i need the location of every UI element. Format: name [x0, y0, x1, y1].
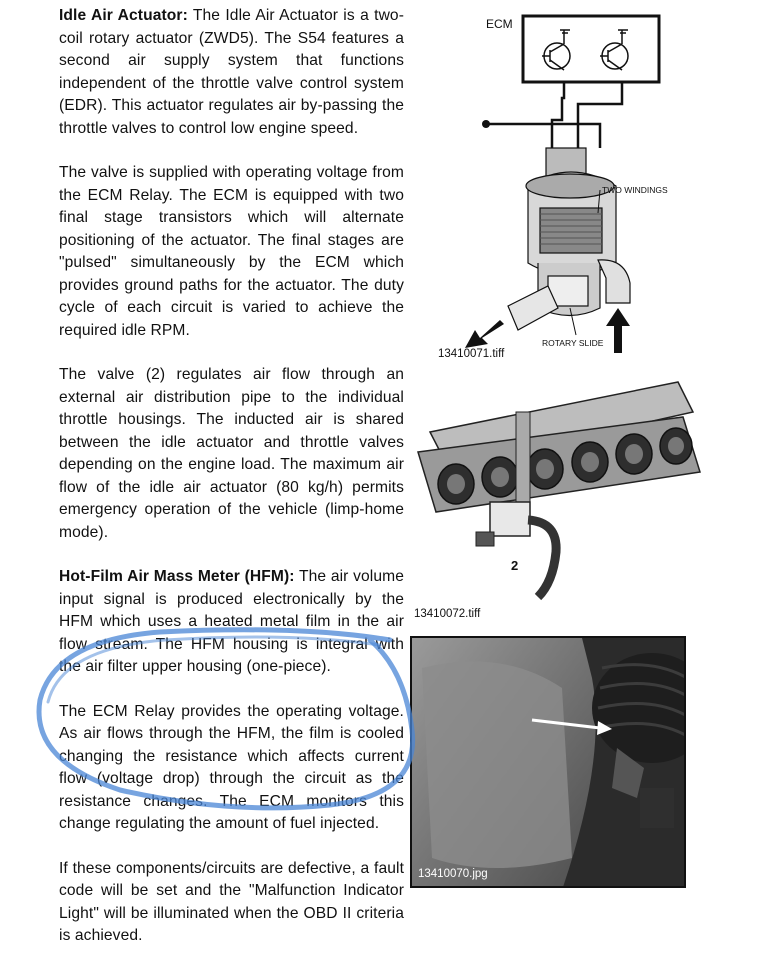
- paragraph-fault-code: If these components/circuits are defective, a fault code will be set and the "Malfunction Indicator Light" will be illuminated when the OBD II criteria is achieved.: [59, 859, 404, 944]
- figure3-caption: 13410070.jpg: [418, 868, 488, 880]
- heading-hfm: Hot-Film Air Mass Meter (HFM):: [59, 568, 295, 585]
- paragraph-text: The Idle Air Actuator is a two-coil rotary actuator (ZWD5). The S54 features a second air supply system that functions independent of the throttle valve control system (EDR). This actuator regulates air by-passing the throttle valves to control low engine speed.: [59, 7, 404, 137]
- hfm-photo: [410, 636, 686, 888]
- paragraph-hfm: [59, 566, 404, 679]
- figure1-caption: 13410071.tiff: [438, 348, 505, 360]
- two-windings-label: TWO WINDINGS: [602, 185, 668, 195]
- photo-content: [412, 638, 686, 888]
- rotary-slide-label: ROTARY SLIDE: [542, 338, 604, 348]
- ecm-label: ECM: [486, 17, 513, 31]
- paragraph-ecm-relay-highlighted: The ECM Relay provides the operating voltage. As air flows through the HFM, the film is cooled changing the resistance which affects current flow (voltage drop) through the circuit as the resistance changes. The ECM monitors this change regulating the amount of fuel injected.: [59, 702, 404, 832]
- throttle-housing-illustration: [408, 372, 708, 607]
- heading-idle-air-actuator: Idle Air Actuator:: [59, 7, 188, 24]
- paragraph-valve-voltage: The valve is supplied with operating voltage from the ECM Relay. The ECM is equipped with two final stage transistors which will alternate positioning of the actuator. The final stages are "pulsed" simultaneously by the ECM which provides ground paths for the actuator. The duty cycle of each circuit is varied to achieve the required idle RPM.: [59, 164, 404, 339]
- valve-callout-2: 2: [511, 558, 519, 573]
- paragraph-idle-air-actuator: [59, 5, 404, 140]
- paragraph-text: The air volume input signal is produced electronically by the HFM which uses a heated metal film in the air flow stream. The HFM housing is integral with the air filter upper housing (one-piece).: [59, 568, 404, 675]
- paragraph-valve-airflow: The valve (2) regulates air flow through an external air distribution pipe to the individual throttle housings. The inducted air is shared between the idle actuator and throttle valves depending on the engine load. The maximum air flow of the idle air actuator (80 kg/h) permits emergency operation of the vehicle (limp-home mode).: [59, 366, 404, 541]
- idle-air-actuator-diagram: [420, 8, 680, 363]
- text-column: [59, 5, 404, 970]
- figure2-caption: 13410072.tiff: [414, 608, 481, 620]
